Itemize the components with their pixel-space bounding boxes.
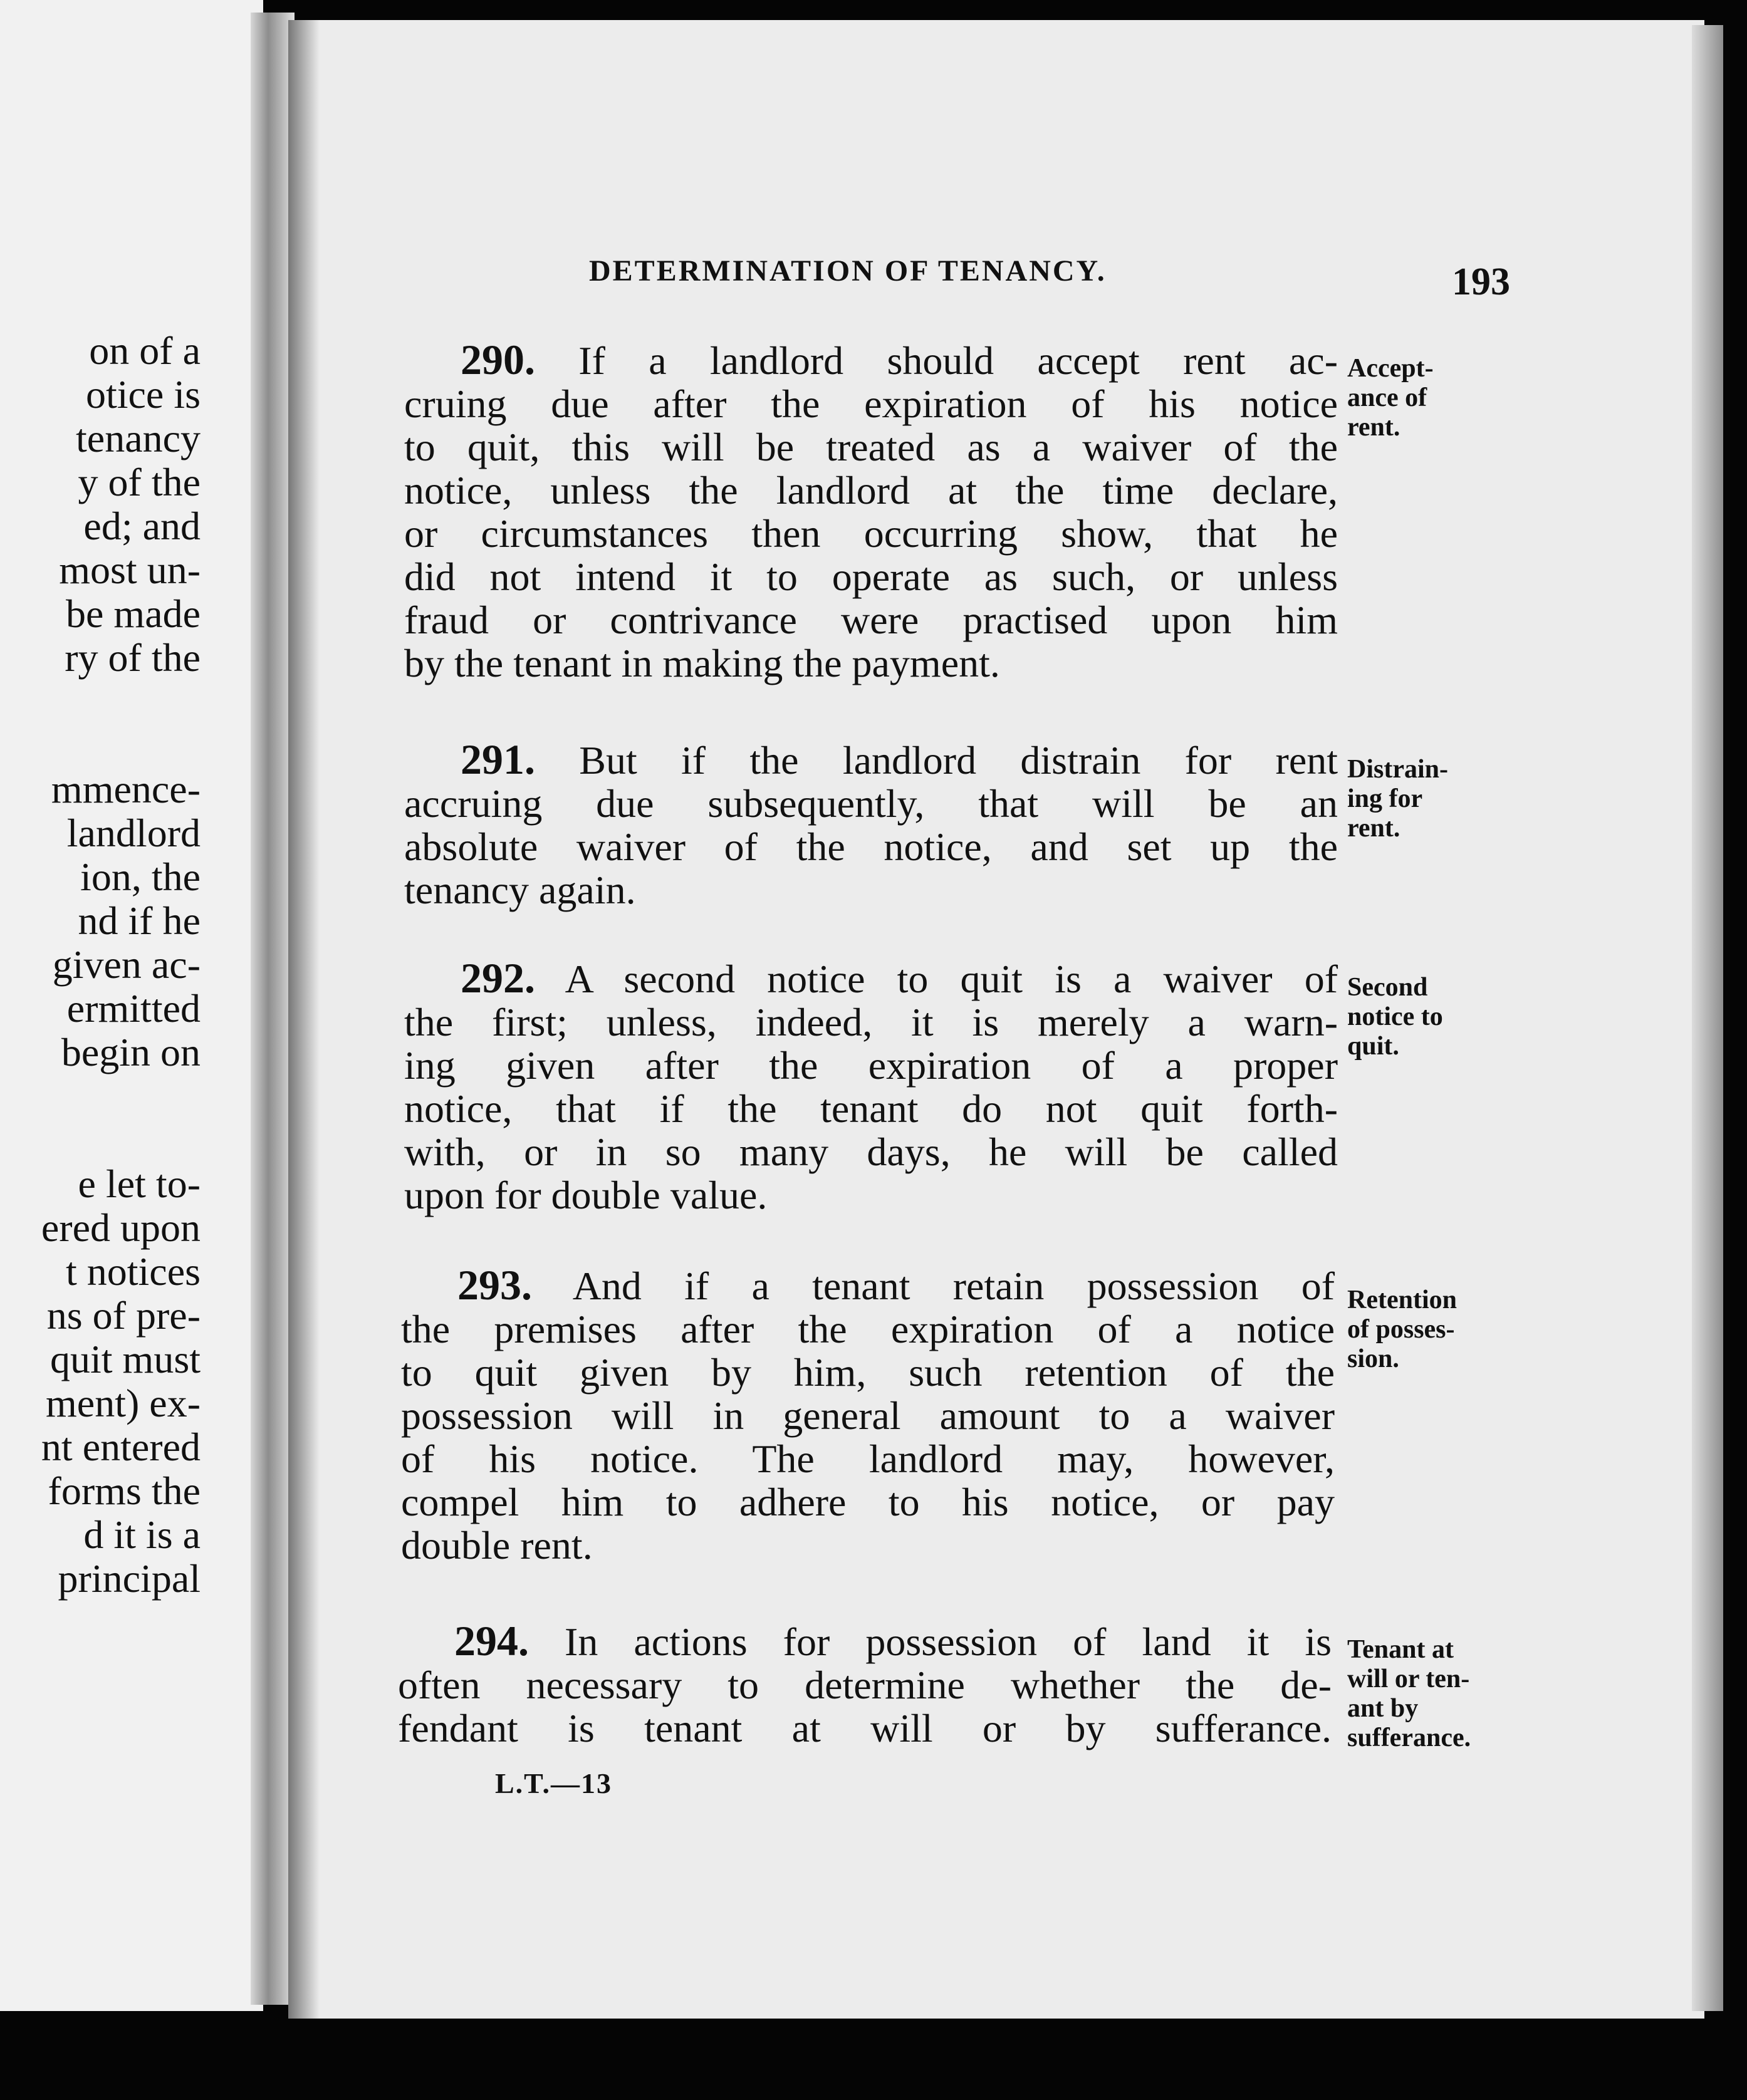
left-line: nt entered [41, 1425, 201, 1469]
left-line: t notices [65, 1249, 201, 1294]
page-edge [1692, 25, 1723, 2011]
left-line: forms the [48, 1468, 201, 1513]
signature-mark: L.T.—13 [495, 1767, 612, 1799]
paragraph-line: of his notice. The landlord may, however, [401, 1437, 1335, 1481]
paragraph-line: 292. A second notice to quit is a waiver of [461, 954, 1338, 1002]
left-line: on of a [89, 328, 201, 373]
paragraph-line: the first; unless, indeed, it is merely a warn- [404, 1000, 1338, 1044]
left-line: begin on [61, 1030, 201, 1074]
paragraph-line: fraud or contrivance were practised upon him [404, 598, 1338, 642]
left-line: tenancy [76, 416, 201, 460]
paragraph-line: 290. If a landlord should accept rent ac- [461, 336, 1338, 383]
paragraph-line: ing given after the expiration of a proper [404, 1043, 1338, 1088]
left-line: nd if he [78, 898, 201, 943]
paragraph-line: the premises after the expiration of a notice [401, 1307, 1335, 1351]
left-line: most un- [59, 548, 201, 592]
left-line: be made [66, 591, 201, 636]
left-line: y of the [78, 460, 201, 504]
paragraph-line: 293. And if a tenant retain possession of [457, 1261, 1335, 1309]
paragraph-line: 291. But if the landlord distrain for rent [461, 736, 1338, 783]
paragraph-line: often necessary to determine whether the de- [398, 1663, 1332, 1707]
left-line: mmence- [51, 767, 201, 811]
paragraph-line: to quit, this will be treated as a waiver of the [404, 425, 1338, 469]
section-number: 291. [461, 736, 535, 783]
margin-note-294: Tenant at will or ten- ant by sufferance. [1347, 1635, 1471, 1752]
paragraph-line: double rent. [401, 1523, 593, 1567]
left-line: otice is [85, 372, 201, 417]
paragraph-line: upon for double value. [404, 1173, 768, 1217]
left-page [0, 0, 263, 2011]
margin-note-293: Retention of posses- sion. [1347, 1286, 1457, 1373]
paragraph-line: compel him to adhere to his notice, or pay [401, 1480, 1335, 1524]
paragraph-line: notice, unless the landlord at the time declare, [404, 468, 1338, 512]
left-line: quit must [50, 1337, 201, 1381]
left-line: landlord [66, 811, 201, 855]
paragraph-line: fendant is tenant at will or by sufferance. [398, 1706, 1332, 1750]
paragraph-line: by the tenant in making the payment. [404, 641, 1000, 685]
margin-note-292: Second notice to quit. [1347, 973, 1443, 1061]
paragraph-line: possession will in general amount to a waiver [401, 1393, 1335, 1438]
running-head: DETERMINATION OF TENANCY. [589, 254, 1107, 288]
paragraph-292 [404, 954, 1338, 1217]
section-number: 292. [461, 954, 535, 1002]
paragraph-line: 294. In actions for possession of land it is [454, 1617, 1332, 1665]
paragraph-294 [398, 1619, 1332, 1750]
paragraph-291 [404, 738, 1338, 912]
left-line: ermitted [66, 986, 201, 1031]
left-line: ed; and [83, 504, 201, 548]
page-number: 193 [1452, 261, 1510, 303]
left-line: given ac- [52, 942, 201, 987]
paragraph-line: tenancy again. [404, 868, 636, 912]
paragraph-line: accruing due subsequently, that will be an [404, 781, 1338, 826]
margin-note-291: Distrain- ing for rent. [1347, 755, 1448, 843]
paragraph-line: with, or in so many days, he will be called [404, 1130, 1338, 1174]
left-line: ion, the [80, 855, 201, 899]
left-line: ry of the [65, 635, 201, 680]
paragraph-line: notice, that if the tenant do not quit forth- [404, 1086, 1338, 1131]
section-number: 290. [461, 336, 535, 383]
left-line: e let to- [78, 1162, 201, 1206]
left-line: ered upon [41, 1205, 201, 1250]
section-number: 294. [454, 1617, 529, 1665]
paragraph-line: or circumstances then occurring show, that he [404, 511, 1338, 556]
left-page-text [0, 329, 201, 1601]
margin-note-290: Accept- ance of rent. [1347, 354, 1434, 442]
paragraph-line: did not intend it to operate as such, or unless [404, 554, 1338, 599]
paragraph-line: absolute waiver of the notice, and set up the [404, 824, 1338, 869]
left-line: ment) ex- [46, 1381, 201, 1425]
left-line: d it is a [83, 1512, 201, 1557]
paragraph-line: cruing due after the expiration of his notice [404, 382, 1338, 426]
left-line: principal [58, 1556, 201, 1601]
left-line: ns of pre- [46, 1293, 201, 1338]
paragraph-290 [404, 338, 1338, 685]
book-spine [288, 20, 320, 2019]
paragraph-293 [401, 1261, 1335, 1567]
section-number: 293. [457, 1261, 532, 1309]
paragraph-line: to quit given by him, such retention of the [401, 1350, 1335, 1395]
